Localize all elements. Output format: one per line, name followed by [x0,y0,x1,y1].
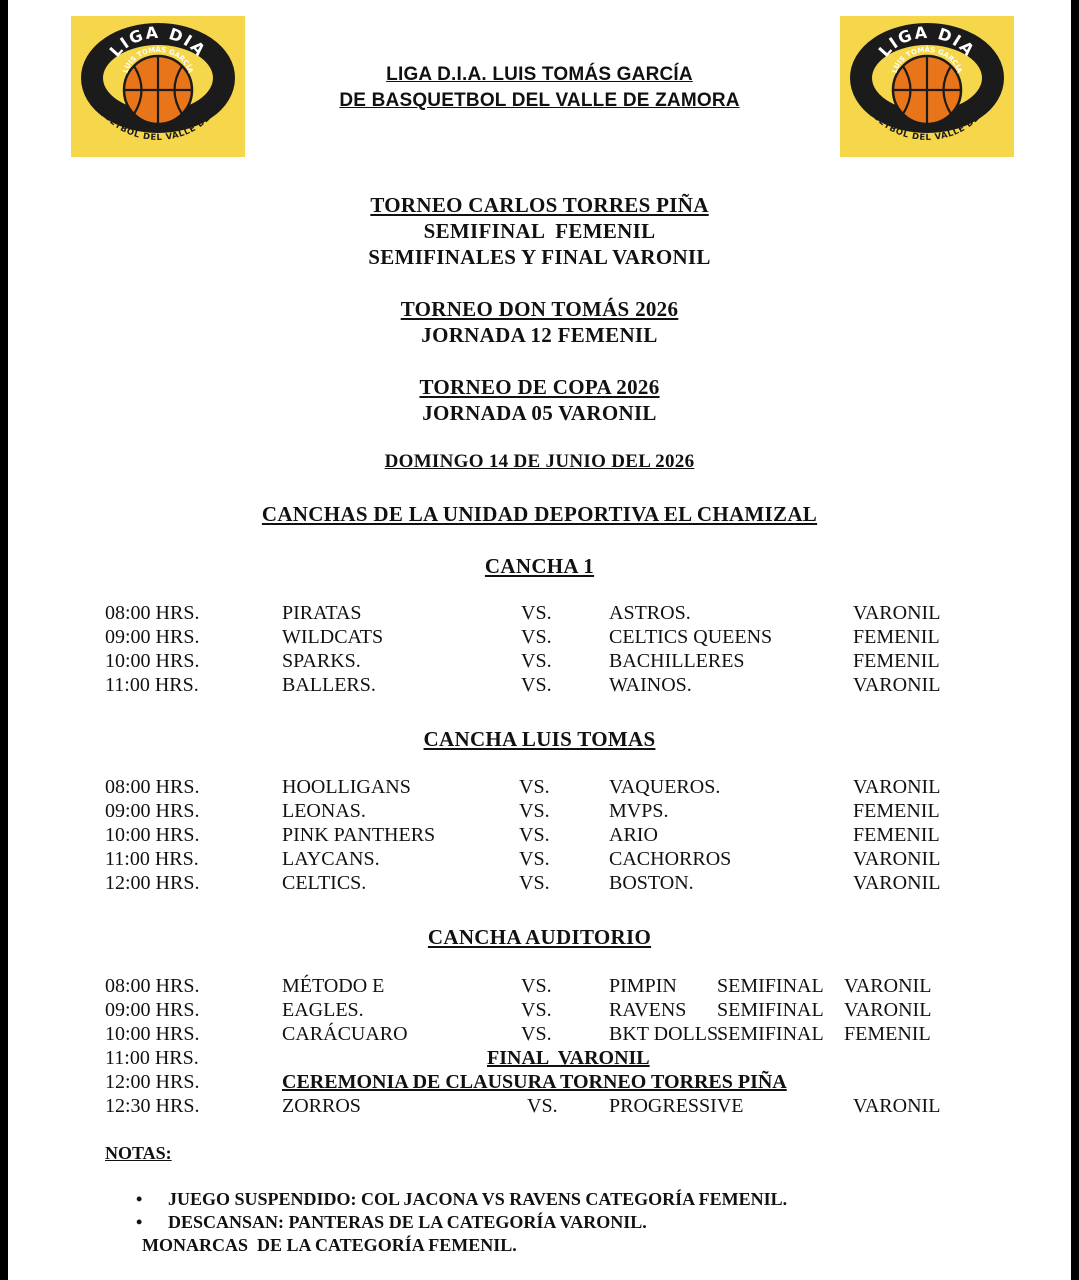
note-text: JUEGO SUSPENDIDO: COL JACONA VS RAVENS CATEGORÍA FEMENIL. [168,1189,788,1209]
note-text: DESCANSAN: PANTERAS DE LA CATEGORÍA VARONIL. [168,1212,647,1232]
home-team: PINK PANTHERS [282,824,436,846]
category: FEMENIL [853,824,940,846]
category: VARONIL [844,975,932,997]
away-team: VAQUEROS. [609,776,721,798]
game-time: 11:00 HRS. [105,1047,199,1069]
tournament-2-title: TORNEO DON TOMÁS 2026 [400,297,679,321]
game-time: 09:00 HRS. [105,626,200,648]
league-logo-left [71,16,245,157]
versus-label: VS. [521,999,552,1021]
league-logo-right [840,16,1014,157]
game-row [8,602,1071,626]
category: VARONIL [853,674,941,696]
game-time: 10:00 HRS. [105,1023,200,1045]
category: VARONIL [853,602,941,624]
tournament-1-line3: SEMIFINALES Y FINAL VARONIL [368,245,711,269]
game-row [8,674,1071,698]
home-team: LAYCANS. [282,848,380,870]
court-1-title: CANCHA 1 [484,554,595,578]
away-team: BACHILLERES [609,650,745,672]
versus-label: VS. [519,872,550,894]
stage-label: SEMIFINAL [717,975,824,997]
home-team: CELTICS. [282,872,367,894]
stage-label: SEMIFINAL [717,999,824,1021]
game-row [8,824,1071,848]
stage-label: SEMIFINAL [717,1023,824,1045]
game-row [8,1023,1071,1047]
away-team: PIMPIN [609,975,677,997]
category: VARONIL [853,872,941,894]
tournament-2-line2: JORNADA 12 FEMENIL [421,323,658,347]
game-time: 10:00 HRS. [105,650,200,672]
game-time: 08:00 HRS. [105,975,200,997]
game-time: 10:00 HRS. [105,824,200,846]
game-time: 09:00 HRS. [105,999,200,1021]
game-row [8,800,1071,824]
court-3-title: CANCHA AUDITORIO [427,925,652,949]
home-team: SPARKS. [282,650,361,672]
game-time: 12:30 HRS. [105,1095,200,1117]
home-team: BALLERS. [282,674,376,696]
game-row [8,776,1071,800]
game-time: 12:00 HRS. [105,1071,200,1093]
document-page [8,0,1071,1280]
versus-label: VS. [519,824,550,846]
category: FEMENIL [844,1023,931,1045]
versus-label: VS. [519,800,550,822]
bullet-icon: • [136,1212,143,1232]
versus-label: VS. [521,626,552,648]
category: VARONIL [853,776,941,798]
logo-arc-bottom: DE BASQUETBOL DEL VALLE DE ZAMORA [853,73,1001,144]
home-team: MÉTODO E [282,975,385,997]
tournament-3-line2: JORNADA 05 VARONIL [422,401,657,425]
game-time: 11:00 HRS. [105,674,199,696]
versus-label: VS. [521,650,552,672]
category: FEMENIL [853,626,940,648]
game-time: 09:00 HRS. [105,800,200,822]
away-team: BOSTON. [609,872,694,894]
home-team: EAGLES. [282,999,364,1021]
notes-title: NOTAS: [105,1143,172,1163]
logo-arc-top: LIGA DIA [874,22,980,61]
logo-arc-top: LIGA DIA [105,22,211,61]
game-row [8,872,1071,896]
game-row [8,999,1071,1023]
category: FEMENIL [853,800,940,822]
event-date: DOMINGO 14 DE JUNIO DEL 2026 [384,451,695,472]
game-row [8,1095,1071,1119]
logo-arc-subtitle: LUIS TOMÁS GARCÍA [121,45,195,75]
tournament-1-line2: SEMIFINAL FEMENIL [423,219,656,243]
category: VARONIL [844,999,932,1021]
away-team: BKT DOLLS. [609,1023,724,1045]
home-team: PIRATAS [282,602,362,624]
versus-label: VS. [521,602,552,624]
game-time: 08:00 HRS. [105,602,200,624]
away-team: PROGRESSIVE [609,1095,744,1117]
away-team: RAVENS [609,999,687,1021]
versus-label: VS. [519,776,550,798]
category: FEMENIL [853,650,940,672]
away-team: CACHORROS [609,848,732,870]
versus-label: VS. [521,674,552,696]
home-team: WILDCATS [282,626,384,648]
versus-label: VS. [521,1023,552,1045]
away-team: MVPS. [609,800,669,822]
basketball-logo-icon [71,16,245,157]
game-row [8,848,1071,872]
game-row [8,626,1071,650]
game-time: 08:00 HRS. [105,776,200,798]
home-team: LEONAS. [282,800,366,822]
tournament-3-title: TORNEO DE COPA 2026 [419,375,660,399]
away-team: CELTICS QUEENS [609,626,773,648]
home-team: HOOLLIGANS [282,776,411,798]
tournament-1-title: TORNEO CARLOS TORRES PIÑA [370,193,709,217]
league-name-line2: DE BASQUETBOL DEL VALLE DE ZAMORA [339,90,740,111]
game-row [8,650,1071,674]
category: VARONIL [853,1095,941,1117]
versus-label: VS. [519,848,550,870]
league-name-line1: LIGA D.I.A. LUIS TOMÁS GARCÍA [386,64,693,85]
ceremony-label: CEREMONIA DE CLAUSURA TORNEO TORRES PIÑA [282,1071,787,1093]
game-time: 12:00 HRS. [105,872,200,894]
versus-label: VS. [527,1095,558,1117]
category: VARONIL [853,848,941,870]
versus-label: VS. [521,975,552,997]
court-2-title: CANCHA LUIS TOMAS [423,727,656,751]
note-continuation: MONARCAS DE LA CATEGORÍA FEMENIL. [142,1235,517,1255]
home-team: CARÁCUARO [282,1023,408,1045]
logo-arc-bottom: DE BASQUETBOL DEL VALLE DE ZAMORA [84,73,232,144]
bullet-icon: • [136,1189,143,1209]
final-label: FINAL VARONIL [487,1047,650,1069]
away-team: WAINOS. [609,674,692,696]
basketball-logo-icon [840,16,1014,157]
home-team: ZORROS [282,1095,361,1117]
game-row [8,975,1071,999]
game-time: 11:00 HRS. [105,848,199,870]
logo-arc-subtitle: LUIS TOMÁS GARCÍA [890,45,964,75]
away-team: ARIO [609,824,658,846]
venue-title: CANCHAS DE LA UNIDAD DEPORTIVA EL CHAMIZAL [261,502,818,526]
away-team: ASTROS. [609,602,691,624]
